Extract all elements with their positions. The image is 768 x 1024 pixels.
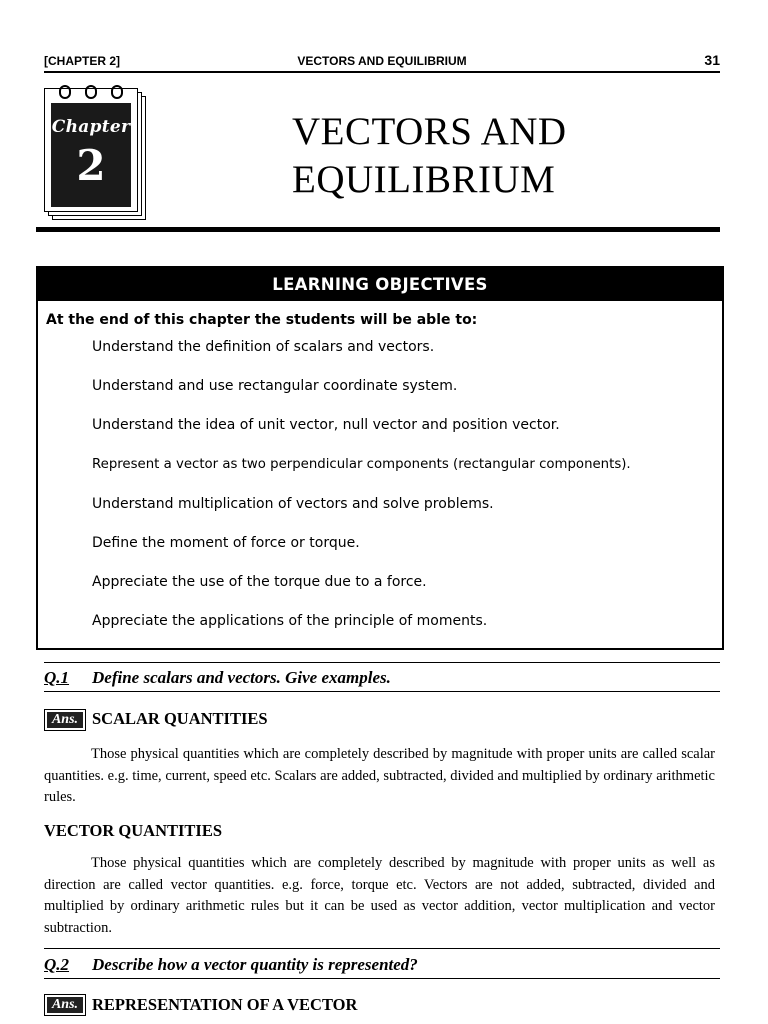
learning-objectives-box — [36, 266, 724, 650]
running-header-chapter: [CHAPTER 2] — [44, 54, 121, 68]
chapter-title-line2: EQUILIBRIUM — [292, 158, 556, 201]
answer-heading: SCALAR QUANTITIES — [92, 709, 268, 728]
chapter-badge-panel — [51, 103, 131, 207]
objective-item: Understand the idea of unit vector, null vector and position vector. — [92, 417, 560, 434]
answer-badge — [44, 994, 86, 1016]
running-header-title: VECTORS AND EQUILIBRIUM — [297, 54, 467, 68]
question-rule-top — [44, 662, 720, 663]
notebook-page-front — [44, 88, 138, 212]
page-number: 31 — [704, 52, 720, 68]
learning-objectives-intro: At the end of this chapter the students will be able to: — [46, 312, 478, 328]
header-rule — [44, 71, 720, 73]
learning-objectives-header: LEARNING OBJECTIVES — [38, 268, 722, 301]
binder-ring-icon — [85, 85, 97, 99]
question-1 — [44, 668, 391, 688]
objective-item: Understand the definition of scalars and vectors. — [92, 339, 435, 355]
answer-paragraph: Those physical quantities which are completely described by magnitude with proper units are called scalar quantities. e.g. time, current, speed etc. Scalars are added, subtracted, divided and multiplied by ordinary arithmetic rules. — [44, 746, 715, 805]
chapter-title — [292, 108, 712, 204]
objective-item: Understand multiplication of vectors and solve problems. — [92, 495, 494, 512]
chapter-badge-number: 2 — [76, 141, 106, 190]
question-text: Define scalars and vectors. Give examples. — [92, 668, 391, 687]
chapter-title-line1: VECTORS AND — [292, 110, 567, 153]
binder-ring-icon — [111, 85, 123, 99]
question-number: Q.1 — [44, 668, 70, 687]
objective-item: Appreciate the use of the torque due to a force. — [92, 574, 427, 591]
chapter-badge-word: Chapter — [51, 117, 131, 137]
objective-item: Understand and use rectangular coordinate system. — [92, 378, 458, 395]
learning-objectives-list — [92, 334, 722, 648]
question-number: Q.2 — [44, 955, 70, 974]
answer-paragraph: Those physical quantities which are completely described by magnitude with proper units as well as direction are called vector quantities. e.g. force, torque etc. Vectors are not added, subtracted, divided and multiplied by ordinary arithmetic rules but it can be used as vector addition, vector multiplication and vector subtraction. — [44, 855, 715, 936]
title-rule — [36, 227, 720, 232]
objective-item: Appreciate the applications of the principle of moments. — [92, 613, 488, 630]
answer-label: Ans. — [47, 997, 83, 1013]
answer-label: Ans. — [47, 712, 83, 728]
objective-item: Represent a vector as two perpendicular components (rectangular components). — [92, 456, 631, 472]
binder-ring-icon — [59, 85, 71, 99]
question-2 — [44, 955, 418, 975]
question-rule-top — [44, 948, 720, 949]
objective-item: Define the moment of force or torque. — [92, 534, 360, 551]
chapter-badge — [44, 84, 150, 222]
question-rule-bottom — [44, 691, 720, 692]
section-heading: VECTOR QUANTITIES — [44, 821, 223, 840]
question-text: Describe how a vector quantity is represented? — [92, 955, 418, 974]
answer-badge — [44, 709, 86, 731]
question-rule-bottom — [44, 978, 720, 979]
answer-heading: REPRESENTATION OF A VECTOR — [92, 995, 358, 1014]
